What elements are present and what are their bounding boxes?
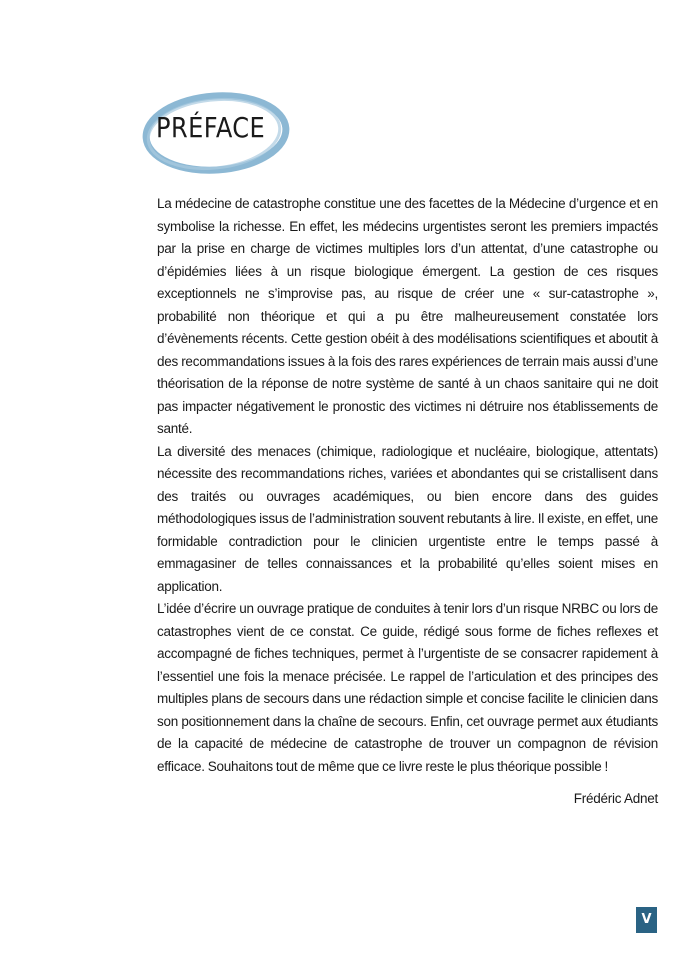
page-title: PRÉFACE xyxy=(156,111,266,144)
author-signature: Frédéric Adnet xyxy=(573,791,658,806)
paragraph-3: L’idée d’écrire un ouvrage pratique de conduites à tenir lors d’un risque NRBC ou lors de catastrophes vient de ce constat. Ce guide, rédigé sous forme de fiches reflexes et accompagné de fiches techniques, permet à l’urgentiste de se consacrer rapidement à l’essentiel une fois la menace précisée. Le rappel de l’articulation et des principes des multiples plans de secours dans une rédaction simple et concise facilite le clinicien dans son positionnement dans la chaîne de secours. Enfin, cet ouvrage permet aux étudiants de la capacité de médecine de catastrophe de trouver un compagnon de révision efficace. Souhaitons tout de même que ce livre reste le plus théorique possible ! xyxy=(157,601,658,774)
preface-body xyxy=(157,193,658,778)
paragraph-2: La diversité des menaces (chimique, radiologique et nucléaire, biologique, attentats) nécessite des recommandations riches, variées et abondantes qui se cristallisent dans des traités ou ouvrages académiques, ou bien encore dans des guides méthodologiques issus de l’administration souvent rebutants à lire. Il existe, en effet, une formidable contradiction pour le clinicien urgentiste entre le temps passé à emmagasiner de telles connaissances et la probabilité qu’elles soient mises en application. xyxy=(157,443,658,594)
paragraph-1: La médecine de catastrophe constitue une des facettes de la Médecine d’urgence et en symbolise la richesse. En effet, les médecins urgentistes seront les premiers impactés par la prise en charge de victimes multiples lors d’un attentat, d’une catastrophe ou d’épidémies liées à un risque biologique émergent. La gestion de ces risques exceptionnels ne s’improvise pas, au risque de créer une « sur-catastrophe », probabilité non théorique et qui a pu être malheureusement constatée lors d’évènements récents. Cette gestion obéit à des modélisations scientifiques et aboutit à des recommandations issues à la fois des rares expériences de terrain mais aussi d’une théorisation de la réponse de notre système de santé à un chaos sanitaire qui ne doit pas impacter négativement le pronostic des victimes ni détruire nos établissements de santé. xyxy=(157,196,658,436)
page-number-badge: V xyxy=(636,907,657,933)
